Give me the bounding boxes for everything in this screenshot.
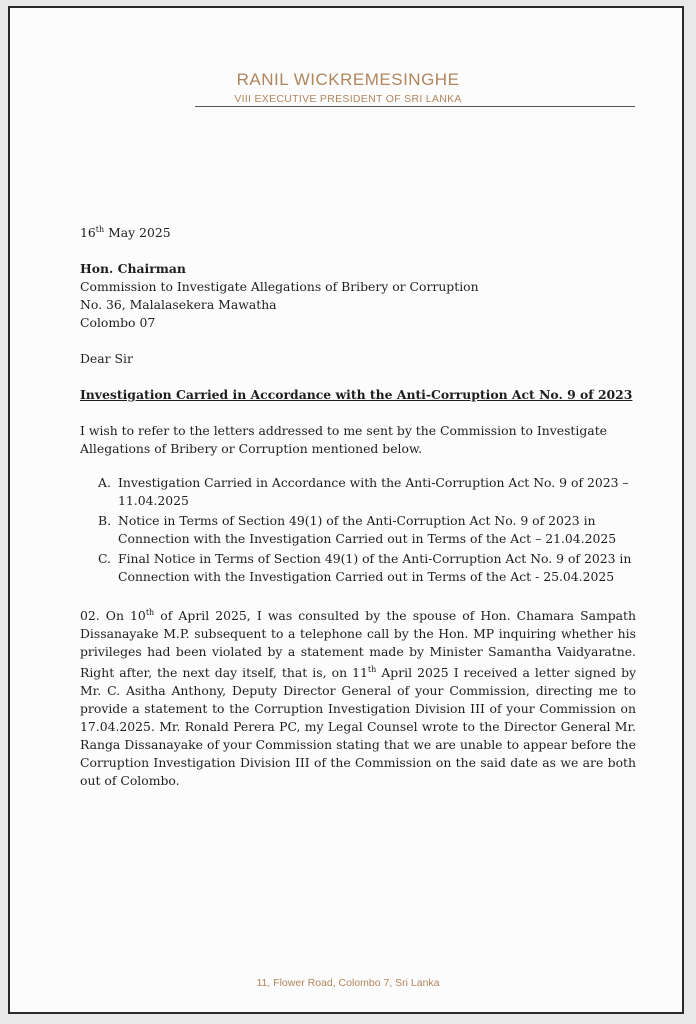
list-marker: B. bbox=[98, 513, 112, 529]
subject-heading: Investigation Carried in Accordance with the Anti-Corruption Act No. 9 of 2023 bbox=[80, 387, 633, 403]
referenced-letters-list bbox=[80, 474, 636, 586]
letter-page bbox=[8, 6, 684, 1014]
letter-body bbox=[80, 221, 636, 790]
list-marker: A. bbox=[98, 475, 111, 491]
list-item-text: Investigation Carried in Accordance with the Anti-Corruption Act No. 9 of 2023 – 11.04.2025 bbox=[118, 475, 629, 509]
para-suffix-2: th bbox=[367, 665, 377, 675]
para-text-2: of April 2025, I was consulted by the spouse of Hon. Chamara Sampath Dissanayake M.P. subsequent to a telephone call by the Hon. MP inquiring whether his privileges had been violated by a statement made by Minister Samantha Vaidyaratne. Right after, the next day itself, that is, on 11 bbox=[80, 608, 636, 681]
para-text-3: April 2025 I received a letter signed by Mr. C. Asitha Anthony, Deputy Director General of your Commission, directing me to provide a statement to the Corruption Investigation Division III of your Commission on 17.04.2025. Mr. Ronald Perera PC, my Legal Counsel wrote to the Director General Mr. Ranga Dissanayake of your Commission stating that we are unable to appear before the Corruption Investigation Division III of the Commission on the said date as we are both out of Colombo. bbox=[80, 665, 636, 789]
recipient-line-2: No. 36, Malalasekera Mawatha bbox=[80, 297, 277, 313]
letterhead bbox=[10, 70, 686, 105]
date-suffix: th bbox=[95, 225, 105, 234]
list-item-text: Final Notice in Terms of Section 49(1) of the Anti-Corruption Act No. 9 of 2023 in Connection with the Investigation Carried out in Terms of the Act - 25.04.2025 bbox=[118, 551, 632, 585]
para-suffix-1: th bbox=[145, 608, 155, 618]
letterhead-subtitle: VIII EXECUTIVE PRESIDENT OF SRI LANKA bbox=[234, 93, 462, 105]
salutation: Dear Sir bbox=[80, 351, 133, 367]
recipient-address bbox=[80, 260, 636, 332]
list-item bbox=[80, 550, 636, 586]
recipient-line-3: Colombo 07 bbox=[80, 315, 156, 331]
intro-paragraph: I wish to refer to the letters addressed to me sent by the Commission to Investigate Allegations of Bribery or Corruption mentioned below. bbox=[80, 423, 608, 457]
list-marker: C. bbox=[98, 551, 111, 567]
recipient-line-1: Commission to Investigate Allegations of Bribery or Corruption bbox=[80, 279, 479, 295]
letterhead-divider bbox=[195, 106, 635, 107]
letterhead-name: RANIL WICKREMESINGHE bbox=[236, 70, 460, 89]
para-text-1: 02. On 10 bbox=[80, 608, 146, 624]
recipient-title: Hon. Chairman bbox=[80, 261, 186, 277]
date-rest: May 2025 bbox=[104, 225, 171, 241]
date-day: 16 bbox=[80, 225, 96, 241]
paragraph-02 bbox=[80, 604, 636, 790]
footer-address: 11, Flower Road, Colombo 7, Sri Lanka bbox=[256, 977, 440, 989]
list-item-text: Notice in Terms of Section 49(1) of the Anti-Corruption Act No. 9 of 2023 in Connection with the Investigation Carried out in Terms of the Act – 21.04.2025 bbox=[118, 513, 617, 547]
list-item bbox=[80, 474, 636, 510]
list-item bbox=[80, 512, 636, 548]
letter-date bbox=[80, 221, 636, 242]
